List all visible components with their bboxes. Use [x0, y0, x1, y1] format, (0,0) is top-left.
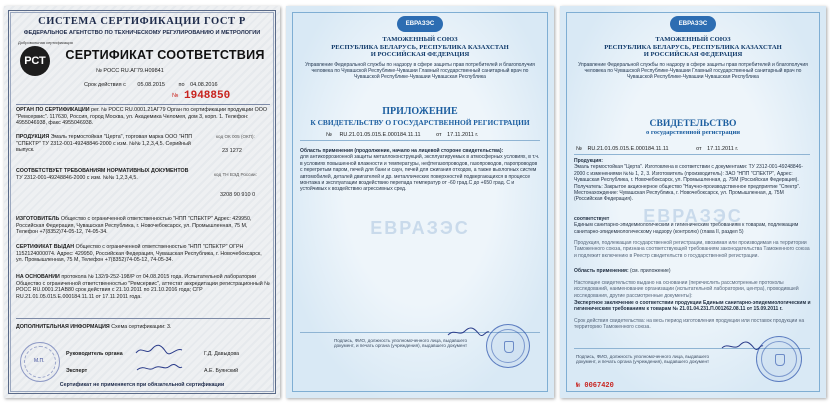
- certificate-footer: Сертификат не применяется при обязательной сертификации: [59, 382, 225, 388]
- registration-number: RU.21.01.05.015.Е.000184.11.11: [339, 132, 421, 138]
- certification-system-title: СИСТЕМА СЕРТИФИКАЦИИ ГОСТ Р: [38, 16, 246, 27]
- underline: [574, 154, 810, 155]
- tnved-code: 3208 90 910 0: [220, 192, 256, 198]
- agency-name: ФЕДЕРАЛЬНОЕ АГЕНТСТВО ПО ТЕХНИЧЕСКОМУ РЕГУЛИРОВАНИЮ И МЕТРОЛОГИИ: [23, 30, 261, 36]
- extra-info-label: ДОПОЛНИТЕЛЬНАЯ ИНФОРМАЦИЯ: [16, 324, 110, 330]
- certificate-number: № РОСС RU.АГ79.Н09841: [96, 68, 164, 74]
- okp-code: 23 1272: [222, 148, 242, 154]
- appendix-title: ПРИЛОЖЕНИЕ: [382, 106, 458, 117]
- product-text: Эмаль термостойкая "Церта". Изготовлена в соответствии с документами: ТУ 2312-001-49248846-2000 с изменениями №№ 1, 2, 3. Изготовитель (производитель): ЗАО "НПП "СПЕКТР", Адрес: Чувашская Республика, г. Новочебоксарск, ул. Промышленная, д. 75М (Российская Федерация). Получатель: Закрытое акционерное общество "Научно-производственное предприятие "Спектр". Местонахождение: Чувашская Республика, г. Новочебоксарск, ул. Промышленная, д. 75М (Российская Федерация).: [574, 164, 803, 203]
- scope-text: для антикоррозионной защиты металлоконструкций, эксплуатируемых в атмосферных условиях, в т.ч. в условиях повышенной влажности и температуры, нефтегазопроводов, газопроводов, паропроводов с перегретым паром, печей для бани и саун, печей для сжигания отходов, а также выхлопных систем автомобилей, деталей двигателей и др. металлических поверхностей подвергающихся в процессе монтажа и эксплуатации воздействию перепада температур от -60 град.С до +650 град. С и устойчивых к воздействию агрессивных сред.: [300, 154, 540, 193]
- svid-title: СВИДЕТЕЛЬСТВО: [649, 118, 737, 129]
- scope-section: [300, 148, 540, 193]
- union-line-2: РЕСПУБЛИКА БЕЛАРУСЬ, РЕСПУБЛИКА КАЗАХСТАН: [331, 43, 509, 51]
- organ-text: рег. № РОСС RU.0001.21АГ79 Орган по сертификации продукции ООО "Ремсервис". 117630, Россия, город Москва, ул. Академика Челомея, дом 3, корп. 1. Телефон: 4955046938, факс 4955046938.: [16, 107, 267, 127]
- stamp-label: М.П.: [34, 358, 45, 364]
- tnved-label: код ТН ВЭД России:: [214, 172, 257, 177]
- eurasec-watermark: ЕВРАЗЭС: [643, 206, 743, 226]
- issued-section: [16, 244, 270, 264]
- organ-label: ОРГАН ПО СЕРТИФИКАЦИИ: [16, 107, 90, 113]
- product-section: [16, 134, 210, 154]
- eurasec-watermark: ЕВРАЗЭС: [370, 218, 470, 238]
- underline: [300, 140, 540, 141]
- conformity-section: [16, 168, 210, 181]
- issuing-authority: Управление Федеральной службы по надзору в сфере защиты прав потребителей и благополучия человека по Чувашской Республике-Чувашии Главный государственный санитарный врач по Чувашской Республике-Чувашии Чувашская Республика: [578, 62, 808, 80]
- conformity-text: ТУ 2312-001-49248846-2000 с изм. №№ 1,2,3,4,5.: [16, 174, 138, 181]
- valid-from: 05.08.2015: [137, 82, 165, 88]
- registry-paragraph: Продукция, подлежащая государственной регистрации, ввозимая или производимая на территории Таможенного союза, признана соответствующей требованиям законодательства Таможенного союза и подлежит включению в Реестр свидетельств о государственной регистрации.: [574, 240, 810, 259]
- okp-label: код ОК 005 (ОКП):: [216, 134, 255, 139]
- registration-date: 17.11.2011 г.: [447, 132, 479, 138]
- issuing-authority: Управление Федеральной службы по надзору в сфере защиты прав потребителей и благополучия человека по Чувашской Республике-Чувашии Главный государственный санитарный врач по Чувашской Республике-Чувашии Чувашская Республика: [305, 62, 535, 80]
- number-label: №: [576, 146, 582, 152]
- basis-section: [16, 274, 270, 300]
- scope-section: [574, 268, 812, 274]
- scope-label: Область применения:: [574, 268, 629, 274]
- scope-text: (см. приложение): [630, 268, 671, 274]
- conformity-text: Единым санитарно-эпидемиологическим и гигиеническим требованиям к товарам, подлежащим санитарно-эпидемиологическому надзору (контролю) (глава II, раздел 5): [574, 222, 799, 235]
- extra-info-section: [16, 324, 270, 331]
- valid-to: 04.08.2016: [190, 82, 218, 88]
- expert-name: А.Е. Буянский: [204, 368, 239, 374]
- extra-info-text: Схема сертификации: 3.: [111, 324, 172, 330]
- valid-to-label: по: [178, 82, 185, 88]
- scope-label: Область применения (продолжение, начало на лицевой стороне свидетельства):: [300, 148, 504, 154]
- product-text: Эмаль термостойкая "Церта", торговая марка ООО "НПП "СПЕКТР" ТУ 2312-001-49248846-2000 с изм. №№ 1,2,3,4,5. Серийный выпуск.: [16, 134, 193, 154]
- conformity-label: СООТВЕТСТВУЕТ ТРЕБОВАНИЯМ НОРМАТИВНЫХ ДОКУМЕНТОВ: [16, 168, 189, 174]
- basis-label: НА ОСНОВАНИИ: [16, 274, 60, 280]
- gost-certificate: [4, 6, 280, 398]
- basis-text: протокола № 132/9-252-198/Р от 04.08.2015 года. Испытательной лаборатории Общество с ограниченной ответственностью "Ремсервис", аттестат аккредитации регистрационный № РОСС RU.0001.21АВ80 срок действия с 21.10.2011 по 21.10.2016 года; СГР RU.21.01.05.015.Е.000184.11.11 от 17.11.2011 года.: [16, 274, 270, 300]
- divider: [16, 104, 270, 105]
- eurasec-logo-icon: ЕВРАЗЭС: [670, 16, 716, 32]
- validity-paragraph: Срок действия свидетельства: на весь период изготовления продукции или поставок продукции на территорию Таможенного союза.: [574, 318, 805, 331]
- official-stamp: [486, 324, 530, 368]
- union-line-1: ТАМОЖЕННЫЙ СОЮЗ: [382, 36, 458, 43]
- divider: [16, 318, 270, 319]
- expert-signature-block: [66, 368, 87, 374]
- signer-note: Подпись, ФИО, должность уполномоченного лица, выдавшего документ, и печать органа (учреждения), выдавшего документ: [334, 338, 468, 349]
- union-line-3: И РОССИЙСКАЯ ФЕДЕРАЦИЯ: [370, 51, 470, 59]
- date-label: от: [696, 146, 702, 152]
- product-label: ПРОДУКЦИЯ: [16, 134, 50, 140]
- head-name: Г.Д. Давыдова: [204, 351, 240, 357]
- registration-certificate: [560, 6, 826, 398]
- union-title: [560, 36, 826, 59]
- head-signature: [134, 344, 184, 356]
- blank-serial-number: 1948850: [184, 90, 231, 102]
- union-line-1: ТАМОЖЕННЫЙ СОЮЗ: [655, 36, 731, 43]
- registration-appendix: [286, 6, 554, 398]
- rst-logo-icon: РСТ: [20, 46, 50, 76]
- union-line-3: И РОССИЙСКАЯ ФЕДЕРАЦИЯ: [643, 51, 743, 59]
- registration-number-line: [326, 132, 478, 138]
- valid-from-label: Срок действия с: [84, 82, 126, 88]
- maker-label: ИЗГОТОВИТЕЛЬ: [16, 216, 60, 222]
- certificate-title: СЕРТИФИКАТ СООТВЕТСТВИЯ: [65, 48, 265, 62]
- svid-signature: [720, 340, 764, 352]
- expert-label: Эксперт: [66, 368, 88, 374]
- maker-section: [16, 216, 270, 236]
- basis-paragraph: Настоящее свидетельство выдано на основании (перечислить рассмотренные протоколы исследований, наименование организации (испытательной лаборатории, центра), проводившей исследования, другие рассмотренные документы):: [574, 280, 799, 299]
- appendix-subtitle: К СВИДЕТЕЛЬСТВУ О ГОСУДАРСТВЕННОЙ РЕГИСТРАЦИИ: [310, 118, 530, 127]
- serial-prefix: №: [172, 93, 179, 99]
- svid-subtitle: о государственной регистрации: [645, 129, 741, 136]
- union-title: [286, 36, 554, 59]
- issued-label: СЕРТИФИКАТ ВЫДАН: [16, 244, 75, 250]
- organ-section: [16, 107, 270, 127]
- product-section: [574, 158, 812, 203]
- union-line-2: РЕСПУБЛИКА БЕЛАРУСЬ, РЕСПУБЛИКА КАЗАХСТАН: [604, 43, 782, 51]
- registration-number: RU.21.01.05.015.Е.000184.11.11: [587, 146, 669, 152]
- expert-signature: [134, 362, 184, 374]
- number-label: №: [326, 132, 332, 138]
- validity-period: [84, 82, 218, 88]
- eurasec-logo-icon: ЕВРАЗЭС: [397, 16, 443, 32]
- date-label: от: [436, 132, 442, 138]
- conformity-label: соответствует: [574, 216, 610, 222]
- product-label: Продукция:: [574, 158, 603, 164]
- maker-text: Общество с ограниченной ответственностью "НПП "СПЕКТР" Адрес: 429950, Российская Федерация, Чувашская Республика, г. Новочебоксарск, ул. Промышленная, 75 М, Телефон +7(8352)74-05-12, 74-05-34.: [16, 216, 252, 236]
- basis-text: Экспертное заключение о соответствии продукции Единым санитарно-эпидемиологическим и гигиеническим требованиям к товарам № 21.01.04.231.П.001262.08.11 от 15.09.2011 г.: [574, 300, 811, 313]
- blank-serial-number: № 0067420: [576, 382, 614, 390]
- appendix-signature: [446, 326, 490, 338]
- registration-date: 17.11.2011 г.: [707, 146, 739, 152]
- registration-number-line: [576, 146, 738, 152]
- logo-caption: Добровольная сертификация: [18, 40, 73, 45]
- head-label: Руководитель органа: [66, 351, 123, 357]
- issued-text: Общество с ограниченной ответственностью "НПП "СПЕКТР" ОГРН 1152124000074. Адрес: 429950, Российская Федерация, Чувашская Республика, г. Новочебоксарск, ул. Промышленная, 75 М, Телефон +7(8352)74-05-12, 74-05-34.: [16, 244, 262, 264]
- head-signature-block: [66, 351, 123, 357]
- signer-note: Подпись, ФИО, должность уполномоченного лица, выдавшего документ, и печать органа (учреждения), выдавшего документ: [576, 354, 710, 365]
